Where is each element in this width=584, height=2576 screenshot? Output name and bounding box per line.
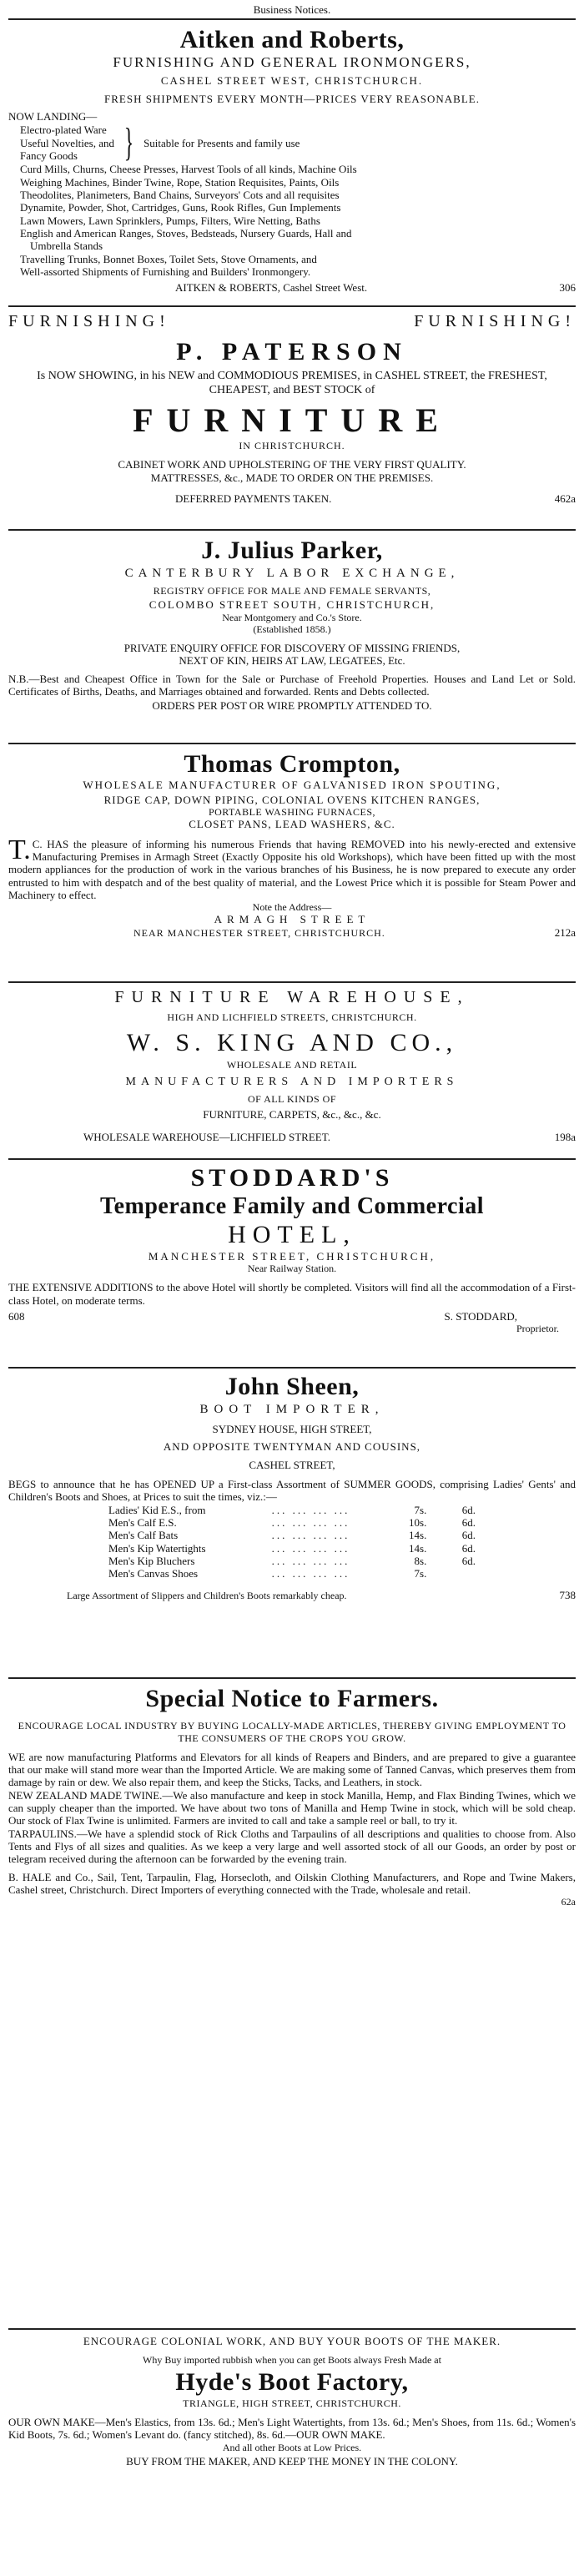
ad-proprietor: Proprietor. [516,1323,559,1335]
ad-address: CASHEL STREET WEST, CHRISTCHURCH. [160,74,424,88]
ad-enquiry: NEXT OF KIN, HEIRS AT LAW, LEGATEES, Etc. [179,654,405,668]
ad-body: TARPAULINS.—We have a splendid stock of Rick Cloths and Tarpaulins of all descriptions and qualities to choose from. Also Tents and Flys of all sizes and qualities. As we keep a very large and well assorted stock of all our Goods, an order by post or telegram received during the afternoon can be forwarded by the evening train. [8,1827,576,1866]
ad-encourage: ENCOURAGE LOCAL INDUSTRY BY BUYING LOCALLY-MADE ARTICLES, THEREBY GIVING EMPLOYMENT TO THE CONSUMERS OF THE CROPS YOU GROW. [18,1720,566,1744]
list-item: Travelling Trunks, Bonnet Boxes, Toilet Sets, Stove Ornaments, and [20,252,317,265]
ad-exchange: CANTERBURY LABOR EXCHANGE, [124,567,460,581]
ad-title: John Sheen, [224,1373,360,1400]
table-row: Men's Calf Bats ... ... ... ... 14s. 6d. [108,1529,476,1542]
brace-group [20,120,576,165]
ad-king [8,988,576,1144]
ad-mattresses: MATTRESSES, &c., MADE TO ORDER ON THE PREMISES. [150,471,434,484]
list-item: English and American Ranges, Stoves, Bedsteads, Nursery Guards, Hall and [20,227,352,240]
ad-all: And all other Boots at Low Prices. [222,2441,362,2453]
ad-near: Near Montgomery and Co.'s Store. [222,611,362,623]
list-item: Electro-plated Ware [20,124,107,137]
ad-parker [8,536,576,713]
divider [8,2328,576,2330]
list-item: Theodolites, Planimeters, Band Chains, Surveyors' Cots and all requisites [20,189,340,202]
ad-warehouse: WHOLESALE WAREHOUSE—LICHFIELD STREET. [83,1131,330,1144]
ad-signature: AITKEN & ROBERTS, Cashel Street West. [175,281,368,295]
ad-assortment: Large Assortment of Slippers and Children's Boots remarkably cheap. [67,1589,347,1601]
ad-orders: ORDERS PER POST OR WIRE PROMPTLY ATTENDED TO. [152,699,432,713]
ad-wholesale: WHOLESALE AND RETAIL [226,1059,358,1071]
divider [8,529,576,531]
ad-why: Why Buy imported rubbish when you can get Boots always Fresh Made at [143,2354,441,2367]
ad-big-word: FURNITURE [133,401,451,440]
ad-body: B. HALE and Co., Sail, Tent, Tarpaulin, Flag, Horsecloth, and Oilskin Clothing Manufacturers, and Rope and Twine Makers, Cashel street, Christchurch. Direct Importers of everything connected with the Trade, wholesale and retail. [8,1870,576,1896]
ad-manufacturers: MANUFACTURERS AND IMPORTERS [125,1076,459,1089]
ad-own: OUR OWN MAKE—Men's Elastics, from 13s. 6d.; Men's Light Watertights, from 13s. 6d.; Men's Shoes, from 11s. 6d.; Women's Kid Boots, 7s. 6d.; Women's Levant do. (fancy stitched), 8s. 6d.—OUR OWN MAKE. [8,2416,576,2442]
ad-line: WHOLESALE MANUFACTURER OF GALVANISED IRON SPOUTING, [83,779,501,792]
ad-note: Note the Address— [252,901,332,914]
ad-address: COLOMBO STREET SOUTH, CHRISTCHURCH, [149,598,435,612]
ad-crompton [8,749,576,939]
ad-buy: BUY FROM THE MAKER, AND KEEP THE MONEY IN THE COLONY. [126,2454,458,2468]
ad-title: Hyde's Boot Factory, [175,2368,409,2397]
ad-title: Special Notice to Farmers. [145,1685,439,1712]
ad-sheen [8,1372,576,1601]
ad-list [20,163,576,278]
ad-body: THE EXTENSIVE ADDITIONS to the above Hotel will shortly be completed. Visitors will find all the accommodation of a First-class Hotel, on moderate terms. [8,1281,576,1307]
divider [8,18,576,20]
ad-body-text: C. HAS the pleasure of informing his numerous Friends that having REMOVED into his newly-erected and extensive Manufacturing Premises in Armagh Street (Exactly Opposite his old Workshops), which have been fitted up with the most modern appliances for the production of work in the various branches of his Business, he is now prepared to execute any order entrusted to him with despatch and of the best quality of material, and the Lowest Price which it is possible for Steam Power and Machinery to effect. [8,837,576,901]
ad-street: CASHEL STREET, [249,1458,335,1471]
ad-body: WE are now manufacturing Platforms and Elevators for all kinds of Reapers and Binders, and are prepared to give a guarantee that our make will stand more wear than the Imported Article. We are making some of Tanned Canvas, which preserves them from damage by rain or dew. We also repair them, and keep the Sticks, Tacks, and Leathers, in stock. [8,1750,576,1789]
list-item: Weighing Machines, Binder Twine, Rope, Station Requisites, Paints, Oils [20,175,340,189]
table-row: Men's Kip Bluchers ... ... ... ... 8s. 6d. [108,1555,476,1568]
brace-glyph: } [123,120,134,165]
ad-body: BEGS to announce that he has OPENED UP a First-class Assortment of SUMMER GOODS, comprising Ladies' Gents' and Children's Boots and Shoes, at Prices to suit the times, viz.:— [8,1478,576,1504]
list-item: Umbrella Stands [30,239,103,253]
brace-note: Suitable for Presents and family use [143,136,300,149]
ad-line: CLOSET PANS, LEAD WASHERS, &C. [189,818,395,831]
ad-work: CABINET WORK AND UPHOLSTERING OF THE VERY FIRST QUALITY. [118,458,466,471]
ad-ref: 306 [559,281,576,295]
ad-goods: FURNITURE, CARPETS, &c., &c., &c. [203,1107,381,1121]
ad-allkinds: OF ALL KINDS OF [247,1092,337,1105]
list-item: Useful Novelties, and [20,136,115,149]
divider [8,981,576,983]
ad-title: W. S. KING AND CO., [126,1028,458,1056]
ad-deferred: DEFERRED PAYMENTS TAKEN. [175,492,332,506]
now-landing: NOW LANDING— [8,110,98,124]
banner-left: FURNISHING! [8,312,170,330]
ad-body [8,834,576,902]
ad-enquiry: PRIVATE ENQUIRY OFFICE FOR DISCOVERY OF MISSING FRIENDS, [123,641,461,654]
ad-shipments: FRESH SHIPMENTS EVERY MONTH—PRICES VERY REASONABLE. [104,92,480,105]
page-title: Business Notices. [253,3,331,16]
ad-address: MANCHESTER STREET, CHRISTCHURCH, [148,1249,436,1263]
ad-body: Is NOW SHOWING, in his NEW and COMMODIOUS PREMISES, in CASHEL STREET, the FRESHEST, CHEAPEST, and BEST STOCK of [37,369,547,396]
ad-encourage: ENCOURAGE COLONIAL WORK, AND BUY YOUR BOOTS OF THE MAKER. [83,2335,501,2347]
ad-line: RIDGE CAP, DOWN PIPING, COLONIAL OVENS KITCHEN RANGES, [103,793,481,806]
ad-paterson [8,312,576,505]
table-row: Men's Kip Watertights ... ... ... ... 14s. 6d. [108,1541,476,1555]
divider [8,743,576,744]
banner-right: FURNISHING! [414,312,576,330]
ad-tagline: FURNISHING AND GENERAL IRONMONGERS, [113,54,471,71]
list-item: Dynamite, Powder, Shot, Cartridges, Guns, Rook Rifles, Gun Implements [20,201,341,214]
ad-body: NEW ZEALAND MADE TWINE.—We also manufacture and keep in stock Manilla, Hemp, and Flax Binding Twines, which we can supply cheaper than the imported. We have about two tons of Manilla and Hemp Twine in stock, which will be sold cheap. Our stock of Flax Twine is unlimited. Farmers are invited to call and take a sample reel or ball, to try it. [8,1788,576,1827]
drop-cap: T. [8,834,31,865]
table-row: Men's Canvas Shoes ... ... ... ... 7s. [108,1567,427,1580]
ad-stoddard [8,1163,576,1334]
ad-near: NEAR MANCHESTER STREET, CHRISTCHURCH. [133,926,385,939]
price-table [108,1504,476,1580]
ad-line: Temperance Family and Commercial [99,1193,485,1220]
ad-streets: HIGH AND LICHFIELD STREETS, CHRISTCHURCH. [167,1011,417,1023]
ad-opposite: AND OPPOSITE TWENTYMAN AND COUSINS, [163,1440,421,1454]
divider [8,305,576,307]
list-item: Lawn Mowers, Lawn Sprinklers, Pumps, Filters, Wire Netting, Baths [20,214,320,227]
divider [8,1367,576,1369]
brace-items [20,124,114,162]
list-item: Curd Mills, Churns, Cheese Presses, Harvest Tools of all kinds, Machine Oils [20,163,357,176]
table-row: Men's Calf E.S. ... ... ... ... 10s. 6d. [108,1516,476,1530]
ad-ref: 212a [554,925,576,939]
ad-line: PORTABLE WASHING FURNACES, [208,806,376,819]
divider [8,1677,576,1679]
ad-hyde [8,2335,576,2468]
ad-established: (Established 1858.) [253,623,331,635]
ad-sign: S. STODDARD, [444,1309,517,1323]
ad-street: ARMAGH STREET [214,913,370,926]
ad-registry: REGISTRY OFFICE FOR MALE AND FEMALE SERVANTS, [153,585,431,597]
ad-title: Aitken and Roberts, [179,26,405,53]
ad-aitken-roberts [8,25,576,295]
list-item: Well-assorted Shipments of Furnishing and Builders' Ironmongery. [20,265,311,279]
ad-ref: 62a [561,1896,576,1908]
ad-ref: 738 [559,1588,576,1601]
page-header [8,3,576,18]
ad-nb: N.B.—Best and Cheapest Office in Town for the Sale or Purchase of Freehold Properties. Houses and Land Let or Sold. Certificates of Births, Deaths, and Marriages obtained and forwarded. Rents and Debts collected. [8,672,576,698]
ad-banner: FURNITURE WAREHOUSE, [114,988,470,1006]
ad-farmers [8,1684,576,1908]
ad-ref: 198a [554,1131,576,1144]
ad-place: IN CHRISTCHURCH. [239,440,345,452]
ad-near: Near Railway Station. [247,1263,337,1275]
ad-address: TRIANGLE, HIGH STREET, CHRISTCHURCH. [183,2397,401,2409]
list-item: Fancy Goods [20,149,78,163]
ad-importer: BOOT IMPORTER, [199,1403,385,1417]
divider [8,1158,576,1160]
ad-ref: 608 [8,1309,25,1323]
table-row: Ladies' Kid E.S., from ... ... ... ... 7s. 6d. [108,1503,476,1516]
ad-hotel: HOTEL, [228,1221,356,1249]
ad-title: STODDARD'S [190,1164,394,1192]
ad-title: J. Julius Parker, [201,537,383,564]
ad-house: SYDNEY HOUSE, HIGH STREET, [212,1423,372,1436]
ad-ref: 462a [554,492,576,506]
ad-title: Thomas Crompton, [184,750,400,778]
ad-title: P. PATERSON [176,337,408,365]
